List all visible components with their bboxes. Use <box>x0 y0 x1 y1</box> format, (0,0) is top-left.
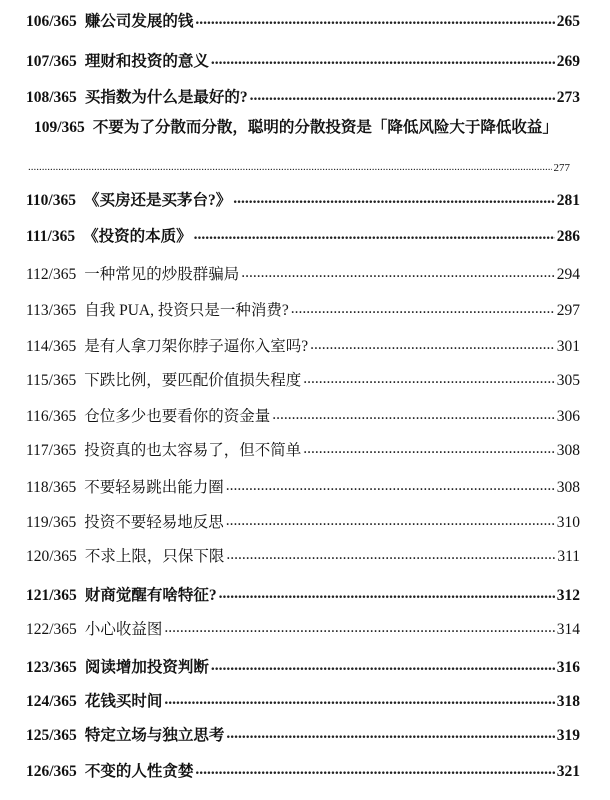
entry-title: 《投资的本质》 <box>83 228 192 245</box>
toc-entry[interactable] <box>26 543 580 567</box>
entry-number: 112/365 <box>26 266 77 283</box>
dot-leader <box>241 263 555 283</box>
entry-title: 小心收益图 <box>84 621 163 638</box>
toc-entry[interactable] <box>26 437 580 461</box>
dot-leader <box>226 476 555 496</box>
dot-leader <box>303 369 555 389</box>
entry-number: 113/365 <box>26 302 77 319</box>
entry-number: 122/365 <box>26 621 77 638</box>
entry-number: 110/365 <box>26 192 76 209</box>
dot-leader <box>28 161 552 173</box>
entry-title: 是有人拿刀架你脖子逼你入室吗? <box>84 338 309 355</box>
toc-entry[interactable] <box>26 758 580 782</box>
entry-title: 不要为了分散而分散，聪明的分散投资是「降低风险大于降低收益」 <box>92 119 558 136</box>
entry-title: 花钱买时间 <box>84 693 163 710</box>
entry-title: 财商觉醒有啥特征? <box>84 587 217 604</box>
entry-number: 120/365 <box>26 548 77 565</box>
toc-entry[interactable] <box>26 223 580 247</box>
entry-title: 仓位多少也要看你的资金量 <box>84 408 271 425</box>
dot-leader <box>310 335 555 355</box>
entry-number: 124/365 <box>26 693 77 710</box>
entry-number: 111/365 <box>26 228 76 245</box>
entry-page: 277 <box>553 162 570 174</box>
entry-number: 125/365 <box>26 727 77 744</box>
entry-page: 294 <box>556 266 580 283</box>
toc-entry[interactable] <box>26 48 580 72</box>
dot-leader <box>211 656 555 676</box>
toc-entry-continuation <box>26 158 570 174</box>
dot-leader <box>164 690 554 710</box>
entry-title: 不要轻易跳出能力圈 <box>84 479 224 496</box>
entry-page: 312 <box>556 587 580 604</box>
entry-page: 301 <box>556 338 580 355</box>
dot-leader <box>219 584 555 604</box>
toc-entry[interactable] <box>26 582 580 606</box>
entry-number: 108/365 <box>26 89 77 106</box>
entry-page: 265 <box>556 13 580 30</box>
toc-entry[interactable] <box>26 722 580 746</box>
entry-number: 123/365 <box>26 659 77 676</box>
toc-entry[interactable] <box>26 403 580 427</box>
toc-entry[interactable] <box>26 654 580 678</box>
toc-entry[interactable] <box>26 616 580 640</box>
dot-leader <box>250 86 555 106</box>
entry-title: 《买房还是买茅台?》 <box>83 192 232 209</box>
entry-title: 阅读增加投资判断 <box>84 659 209 676</box>
toc-entry[interactable] <box>26 474 580 498</box>
dot-leader <box>272 405 555 425</box>
entry-title: 投资真的也太容易了，但不简单 <box>84 442 302 459</box>
entry-page: 306 <box>556 408 580 425</box>
dot-leader <box>226 511 555 531</box>
entry-title: 一种常见的炒股群骗局 <box>84 266 240 283</box>
entry-number: 115/365 <box>26 372 77 389</box>
entry-number: 107/365 <box>26 53 77 70</box>
entry-number: 118/365 <box>26 479 77 496</box>
entry-page: 269 <box>556 53 580 70</box>
entry-page: 305 <box>556 372 580 389</box>
dot-leader <box>291 299 555 319</box>
dot-leader <box>303 439 555 459</box>
entry-page: 308 <box>556 479 580 496</box>
toc-entry[interactable] <box>26 367 580 391</box>
dot-leader <box>233 189 555 209</box>
entry-page: 314 <box>556 621 580 638</box>
dot-leader <box>164 618 554 638</box>
entry-page: 321 <box>556 763 580 780</box>
entry-number: 114/365 <box>26 338 77 355</box>
toc-entry[interactable] <box>26 187 580 211</box>
entry-page: 308 <box>556 442 580 459</box>
entry-number: 119/365 <box>26 514 77 531</box>
entry-page: 281 <box>556 192 580 209</box>
entry-page: 311 <box>557 548 580 565</box>
toc-entry[interactable] <box>26 688 580 712</box>
entry-number: 116/365 <box>26 408 77 425</box>
entry-page: 310 <box>556 514 580 531</box>
entry-title: 自我 PUA, 投资只是一种消费? <box>84 302 289 319</box>
entry-page: 316 <box>556 659 580 676</box>
entry-title: 特定立场与独立思考 <box>84 727 225 744</box>
toc-entry[interactable] <box>26 84 580 108</box>
entry-page: 286 <box>556 228 580 245</box>
entry-title: 赚公司发展的钱 <box>84 13 194 30</box>
entry-page: 273 <box>556 89 580 106</box>
entry-number: 126/365 <box>26 763 77 780</box>
entry-page: 318 <box>556 693 580 710</box>
entry-title: 不求上限，只保下限 <box>84 548 225 565</box>
entry-number: 109/365 <box>34 119 85 136</box>
entry-title: 理财和投资的意义 <box>84 53 209 70</box>
dot-leader <box>226 724 554 744</box>
entry-page: 319 <box>556 727 580 744</box>
toc-entry[interactable] <box>26 509 580 533</box>
dot-leader <box>211 50 555 70</box>
toc-entry-wrapped[interactable] <box>34 118 590 138</box>
entry-title: 下跌比例，要匹配价值损失程度 <box>84 372 302 389</box>
entry-number: 117/365 <box>26 442 77 459</box>
toc-entry[interactable] <box>26 333 580 357</box>
dot-leader <box>195 10 554 30</box>
toc-entry[interactable] <box>26 297 580 321</box>
entry-number: 106/365 <box>26 13 77 30</box>
toc-entry[interactable] <box>26 8 580 32</box>
entry-number: 121/365 <box>26 587 77 604</box>
entry-title: 买指数为什么是最好的? <box>84 89 248 106</box>
dot-leader <box>226 545 555 565</box>
dot-leader <box>195 760 554 780</box>
entry-page: 297 <box>556 302 580 319</box>
dot-leader <box>194 225 555 245</box>
entry-title: 不变的人性贪婪 <box>84 763 194 780</box>
toc-entry[interactable] <box>26 261 580 285</box>
entry-title: 投资不要轻易地反思 <box>84 514 224 531</box>
